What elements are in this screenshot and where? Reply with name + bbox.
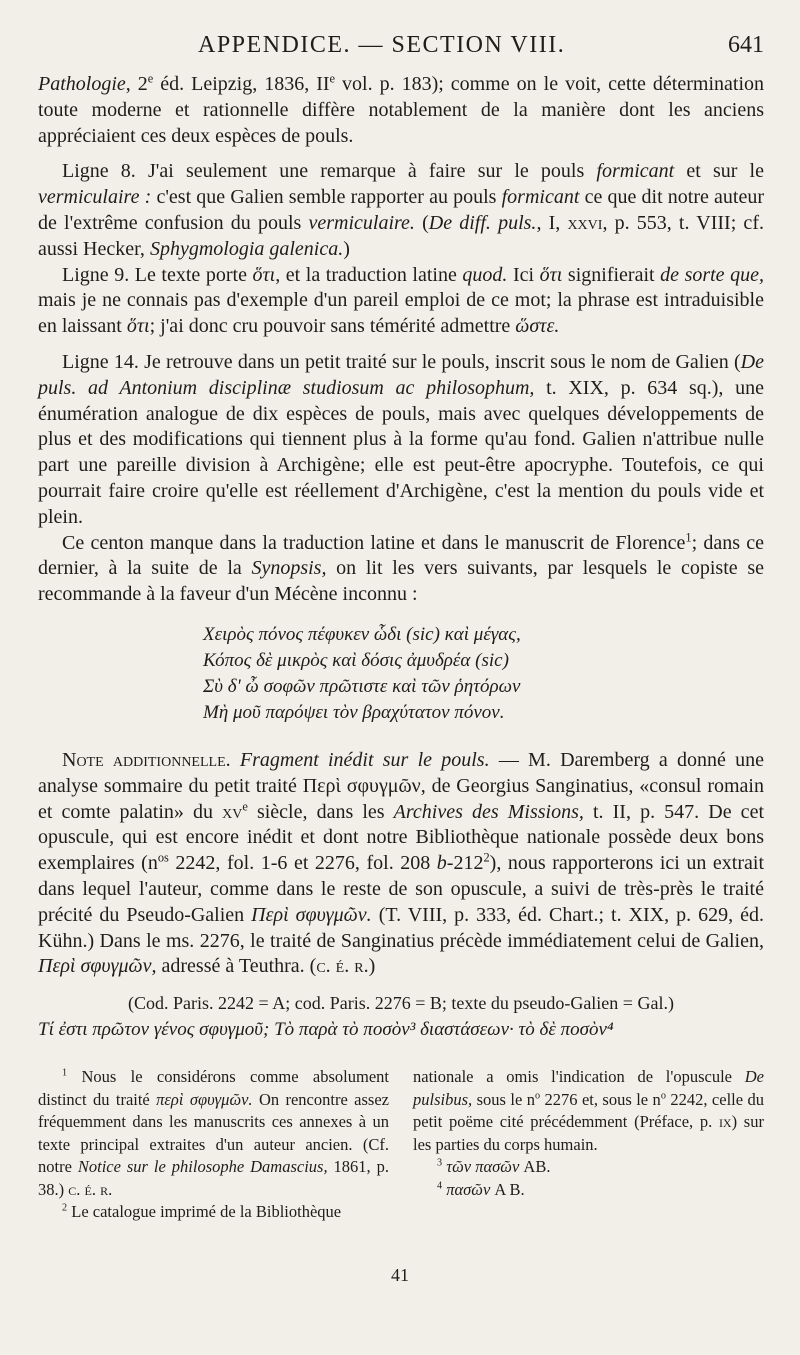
text-run: ὅτι <box>126 315 150 338</box>
text-run: AB. <box>519 1157 551 1177</box>
text-run: e <box>147 71 154 86</box>
text-run: ) sur les parties du corps humain. <box>413 1112 764 1154</box>
greek-text-line: Τί ἐστι πρῶτον γένος σφυγμοῦ; Τὸ παρὰ τὸ ποσὸν³ διαστάσεων· τὸ δὲ ποσὸν⁴ <box>38 1019 614 1041</box>
text-run: ὥστε. <box>515 315 560 338</box>
paragraph-ligne-9 <box>38 263 764 340</box>
text-run: , 2 <box>125 73 148 95</box>
text-run: Ce centon manque dans la traduction latine et dans le manuscrit de Florence <box>62 531 686 554</box>
verse-line: Χειρὸς πόνος πέφυκεν ὧδι (sic) καὶ μέγας, <box>203 623 521 645</box>
text-run: Notice sur le philosophe Damascius, <box>77 1157 328 1177</box>
paragraph-centon <box>38 531 764 608</box>
text-run: De diff. puls. <box>428 211 537 234</box>
text-run: éd. Leipzig, 1836, II <box>153 73 330 95</box>
text-run: (T. VIII, p. 333, éd. Chart.; t. XIX, p. 629, éd. Kühn.) Dans le ms. 2276, le traité de Sanginatius précède immédiatement celui de Galien, <box>38 903 764 952</box>
text-run: Pathologie <box>38 73 126 95</box>
footnote-1 <box>38 1066 389 1201</box>
text-run: -212 <box>446 852 484 875</box>
paragraph-ligne-14 <box>38 350 764 531</box>
text-run: , p. 553, t. VIII; cf. aussi Hecker, <box>38 211 764 260</box>
running-head-title: APPENDICE. — SECTION VIII. <box>198 32 566 58</box>
text-run: adressé à Teuthra. ( <box>156 955 317 978</box>
text-run: ; j'ai donc cru pouvoir sans témérité admettre <box>149 315 516 338</box>
folio-signature: 41 <box>391 1265 409 1285</box>
text-run: Ligne 14. Je retrouve dans un petit traité sur le pouls, inscrit sous le nom de Galien ( <box>62 350 741 373</box>
text-run: xv <box>222 800 243 823</box>
verse-line: Σὺ δ' ὦ σοφῶν πρῶτιστε καὶ τῶν ῥητόρων <box>203 675 521 697</box>
text-run: 1 <box>685 529 692 544</box>
text-run: ) <box>368 955 376 978</box>
text-run: sous le n <box>472 1089 535 1109</box>
text-run: Archives des Missions, <box>393 800 584 823</box>
footnotes <box>38 1066 764 1224</box>
text-run: περὶ σφυγμῶν. <box>156 1089 253 1109</box>
text-run: nationale a omis l'indication de l'opuscule <box>413 1067 745 1087</box>
text-run: 2242, celle du petit poëme cité précédemment (Préface, p. <box>413 1089 765 1132</box>
text-run: b <box>436 852 447 875</box>
text-run: ὅτι <box>252 263 276 286</box>
text-run: signifierait <box>562 263 661 286</box>
text-run: 4 <box>437 1180 443 1192</box>
text-run: ix <box>718 1112 732 1132</box>
text-run: de sorte que, <box>660 263 764 286</box>
text-run: c. é. r. <box>316 955 369 978</box>
verse-line: Μὴ μοῦ παρόψει τὸν βραχύτατον πόνον. <box>203 701 505 723</box>
text-run: 3 <box>437 1157 443 1169</box>
page <box>38 32 764 1224</box>
text-run: Fragment inédit sur le pouls. <box>239 748 490 771</box>
footnote-2 <box>38 1201 389 1224</box>
text-run: mais je ne connais pas d'exemple d'un pareil emploi de ce mot; la phrase est intraduisible en laissant <box>38 289 764 338</box>
footnote-4 <box>413 1179 764 1202</box>
text-run: formicant <box>596 160 675 183</box>
text-run: 2 <box>62 1202 68 1214</box>
text-run: quod. <box>462 263 508 286</box>
note-additionnelle <box>38 748 764 980</box>
text-run: vermiculaire. <box>308 211 415 234</box>
footnote-2-continued <box>413 1066 764 1156</box>
text-run: ὅτι <box>539 263 563 286</box>
text-run: siècle, dans les <box>247 800 394 823</box>
text-run: Sphygmologia galenica. <box>149 237 344 260</box>
text-run: Ligne 8. J'ai seulement une remarque à faire sur le pouls <box>62 160 597 183</box>
text-run: — M. Daremberg a donné une analyse sommaire du petit traité <box>38 748 764 797</box>
text-run: , de Georgius Sanginatius, «consul romain et comte palatin» du <box>38 774 764 823</box>
text-run: formicant <box>501 186 580 209</box>
running-head <box>38 32 764 72</box>
greek-verses <box>203 622 764 726</box>
sigla-line: (Cod. Paris. 2242 = A; cod. Paris. 2276 = B; texte du pseudo-Galien = Gal.) <box>128 993 674 1014</box>
text-run: De pulsibus, <box>413 1067 764 1109</box>
text-run: 2242, fol. 1-6 et 2276, fol. 208 <box>168 852 437 875</box>
text-run: o <box>660 1090 666 1102</box>
text-run: On rencontre assez fréquemment dans les manuscrits ces annexes à un texte principal extraites d'un auteur ancien. (Cf. notre <box>38 1089 389 1177</box>
text-run: Ici <box>507 263 540 286</box>
paragraph-pathologie <box>38 72 764 149</box>
text-run: , et la traduction latine <box>275 263 463 286</box>
text-run: ce que dit notre auteur de l'extrême confusion du pouls <box>38 186 765 234</box>
text-run: e <box>242 798 248 813</box>
footnotes-right <box>413 1066 764 1224</box>
text-run: 1 <box>62 1067 68 1079</box>
text-run: c'est que Galien semble rapporter au pouls <box>151 186 502 209</box>
text-run: on lit les vers suivants, par lesquels le copiste se recommande à la faveur d'un Mécène inconnu : <box>38 557 764 606</box>
text-run: τῶν πασῶν <box>446 1157 520 1177</box>
text-run: os <box>157 850 169 865</box>
footnotes-left <box>38 1066 389 1224</box>
paragraph-ligne-8 <box>38 159 764 262</box>
text-run: , I, <box>536 211 568 234</box>
text-run: Le catalogue imprimé de la Bibliothèque <box>67 1202 342 1222</box>
text-run <box>231 749 240 771</box>
text-run: et sur le <box>674 160 764 183</box>
text-run: ( <box>414 211 429 234</box>
verse-line: Κόπος δὲ μικρὸς καὶ δόσις ἀμυδρέα (sic) <box>203 649 509 671</box>
text-run: Note additionnelle. <box>62 748 231 771</box>
text-run: ), nous rapporterons ici un extrait dans lequel l'auteur, comme dans le reste de son opuscule, a suivi de très-près le traité précité du Pseudo-Galien <box>38 852 765 926</box>
text-run: Περὶ σφυγμῶν. <box>251 903 372 926</box>
text-run: 1861, p. 38.) <box>38 1157 390 1199</box>
text-run: vol. p. 183); comme on le voit, cette détermination toute moderne et rationnelle diffère notablement de la manière dont les anciens appréciaient ces deux espèces de pouls. <box>38 73 764 147</box>
text-run: Περὶ σφυγμῶν, <box>38 955 157 978</box>
text-run: 2 <box>483 850 490 865</box>
text-run: ; dans ce dernier, à la suite de la <box>38 531 764 580</box>
text-run: A B. <box>490 1179 525 1199</box>
text-run: t. II, p. 547. De cet opuscule, qui est encore inédit et dont notre Bibliothèque nationale possède deux bons exemplaires (n <box>38 800 764 875</box>
text-run: Ligne 9. Le texte porte <box>62 263 253 286</box>
text-run: πασῶν <box>446 1179 491 1199</box>
text-run: Περὶ σφυγμῶν <box>302 774 421 797</box>
page-number: 641 <box>728 32 764 58</box>
text-run: Nous le considérons comme absolument distinct du traité <box>38 1067 389 1109</box>
text-run: De puls. ad Antonium disciplinæ studiosum ac philosophum, <box>38 350 764 399</box>
text-run: t. XIX, p. 634 sq.), une énumération analogue de dix espèces de pouls, mais avec quelques développements de plus et des modifications qui tiennent plus à la forme qu'au fond. Galien n'attribue nulle part une pareille division à Archigène; elle est peut-être apocryphe. Toutefois, ce qui pourrait faire croire qu'elle est réellement d'Archigène, c'est la mention du pouls vide et plein. <box>38 376 764 528</box>
text-run: 2276 et, sous le n <box>540 1089 661 1109</box>
text-run: c. é. r. <box>68 1179 113 1199</box>
text-run: o <box>534 1090 541 1102</box>
text-run: ) <box>343 237 350 260</box>
text-run: e <box>329 71 336 86</box>
text-run: Synopsis, <box>251 557 327 580</box>
footnote-3 <box>413 1156 764 1179</box>
text-run: vermiculaire : <box>38 186 152 209</box>
text-run: xxvi <box>567 211 603 234</box>
